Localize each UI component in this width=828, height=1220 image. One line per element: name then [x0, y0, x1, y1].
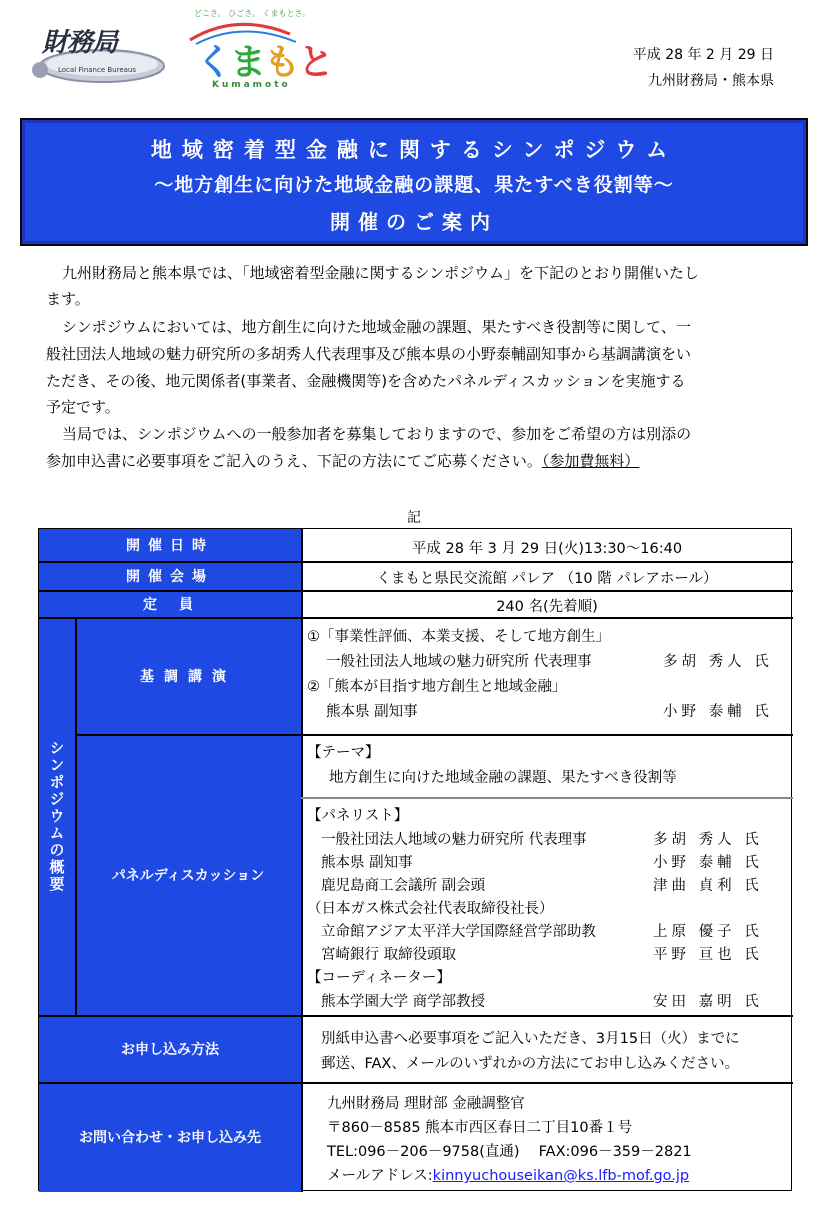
keynote-speaker-2-name: 小野 泰輔 氏	[663, 704, 773, 720]
intro-line: ただき、その後、地元関係者(事業者、金融機関等)を含めたパネルディスカッションを実施する	[46, 372, 686, 390]
apply-label: お申し込み方法	[39, 1015, 301, 1082]
apply-text: 別紙申込書へ必要事項をご記入いただき、3月15日（火）までに	[321, 1031, 740, 1047]
keynote-speaker-1-org: 一般社団法人地域の魅力研究所 代表理事	[326, 654, 592, 670]
logo-subtext: Local Finance Bureaus	[58, 66, 137, 74]
keynote-title-2: ②「熊本が目指す地方創生と地域金融」	[307, 679, 567, 695]
ki-marker: 記	[407, 510, 421, 526]
panelist-org: 宮崎銀行 取締役頭取	[321, 947, 457, 963]
overview-label: シンポジウムの概要	[39, 617, 75, 1015]
kumamoto-logo	[186, 8, 333, 92]
panelist-name: 上原 優子 氏	[653, 924, 763, 940]
email-label: メールアドレス:	[327, 1168, 433, 1184]
panelist-org: 鹿児島商工会議所 副会頭	[321, 878, 486, 894]
intro-line: 般社団法人地域の魅力研究所の多胡秀人代表理事及び熊本県の小野泰輔副知事から基調講演をい	[46, 345, 692, 363]
venue-value: くまもと県民交流館 パレア （10 階 パレアホール）	[376, 571, 718, 587]
panelist-org: 熊本県 副知事	[321, 855, 413, 871]
panelist-name: 多胡 秀人 氏	[653, 832, 763, 848]
banner-subtitle: ～地方創生に向けた地域金融の課題、果たすべき役割等～	[154, 174, 674, 196]
panelist-org-note: （日本ガス株式会社代表取締役社長）	[307, 901, 554, 917]
contact-phone-fax: TEL:096－206－9758(直通) FAX:096－359－2821	[327, 1144, 692, 1160]
divider	[301, 797, 793, 799]
issuer: 九州財務局・熊本県	[648, 73, 774, 89]
divider	[75, 734, 793, 736]
event-details-table	[38, 528, 792, 1191]
banner-title: 地域密着型金融に関するシンポジウム	[150, 138, 678, 162]
finance-bureau-logo	[28, 14, 168, 90]
divider	[75, 617, 77, 1015]
date-label: 開催日時	[39, 529, 301, 561]
capacity-value: 240 名(先着順)	[496, 599, 598, 615]
capacity-label: 定 員	[39, 590, 301, 617]
divider	[301, 529, 303, 1192]
intro-line: ます。	[46, 290, 90, 308]
keynote-speaker-2-org: 熊本県 副知事	[326, 704, 418, 720]
panelist-name: 小野 泰輔 氏	[653, 855, 763, 871]
divider	[39, 1015, 793, 1017]
banner-notice: 開催のご案内	[330, 210, 498, 234]
intro-line: シンポジウムにおいては、地方創生に向けた地域金融の課題、果たすべき役割等に関して、一	[62, 318, 691, 336]
intro-line: 予定です。	[46, 398, 120, 416]
panelist-name: 津曲 貞利 氏	[653, 878, 763, 894]
coordinator-name: 安田 嘉明 氏	[653, 994, 763, 1010]
issue-date: 平成 28 年 2 月 29 日	[632, 47, 774, 63]
coordinator-heading: 【コーディネーター】	[307, 970, 451, 986]
coordinator-org: 熊本学園大学 商学部教授	[321, 994, 486, 1010]
logo-text: 財務局	[42, 28, 118, 58]
venue-label: 開催会場	[39, 561, 301, 590]
intro-text: 参加申込書に必要事項をご記入のうえ、下記の方法にてご応募ください。	[46, 452, 542, 470]
keynote-label: 基調講演	[75, 617, 301, 734]
theme-heading: 【テーマ】	[307, 745, 380, 761]
panel-label: パネルディスカッション	[75, 734, 301, 1015]
apply-text: 郵送、FAX、メールのいずれかの方法にてお申し込みください。	[321, 1056, 740, 1072]
keynote-title-1: ①「事業性評価、本業支援、そして地方創生」	[307, 629, 610, 645]
divider	[39, 1082, 793, 1084]
email-link[interactable]: kinnyuchouseikan@ks.lfb-mof.go.jp	[432, 1168, 690, 1184]
theme-text: 地方創生に向けた地域金融の課題、果たすべき役割等	[329, 770, 677, 786]
contact-org: 九州財務局 理財部 金融調整官	[327, 1096, 525, 1112]
divider	[39, 561, 793, 563]
intro-line: 当局では、シンポジウムへの一般参加者を募集しておりますので、参加をご希望の方は別添の	[62, 425, 692, 443]
date-value: 平成 28 年 3 月 29 日(火)13:30～16:40	[411, 541, 683, 557]
contact-label: お問い合わせ・お申し込み先	[39, 1082, 301, 1192]
keynote-speaker-1-name: 多胡 秀人 氏	[663, 654, 773, 670]
panelist-name: 平野 亘也 氏	[653, 947, 763, 963]
fee-note: （参加費無料）	[541, 452, 640, 470]
divider	[39, 617, 793, 619]
panelist-org: 立命館アジア太平洋大学国際経営学部助教	[321, 924, 596, 940]
intro-line	[46, 448, 786, 474]
title-banner	[20, 118, 808, 246]
divider	[39, 590, 793, 592]
intro-line: 九州財務局と熊本県では、「地域密着型金融に関するシンポジウム」を下記のとおり開催いたし	[62, 264, 699, 282]
logo-kumamoto-subtext: Kumamoto	[212, 80, 291, 90]
panelist-org: 一般社団法人地域の魅力研究所 代表理事	[321, 832, 587, 848]
panelist-heading: 【パネリスト】	[307, 808, 409, 824]
contact-email-row	[327, 1164, 689, 1185]
contact-address: 〒860－8585 熊本市西区春日二丁目10番１号	[327, 1120, 633, 1136]
logo-tagline: どこさ。 ひごさ。 くまもとさ。	[194, 9, 311, 18]
logo-kumamoto-text: くまもと	[196, 42, 333, 83]
